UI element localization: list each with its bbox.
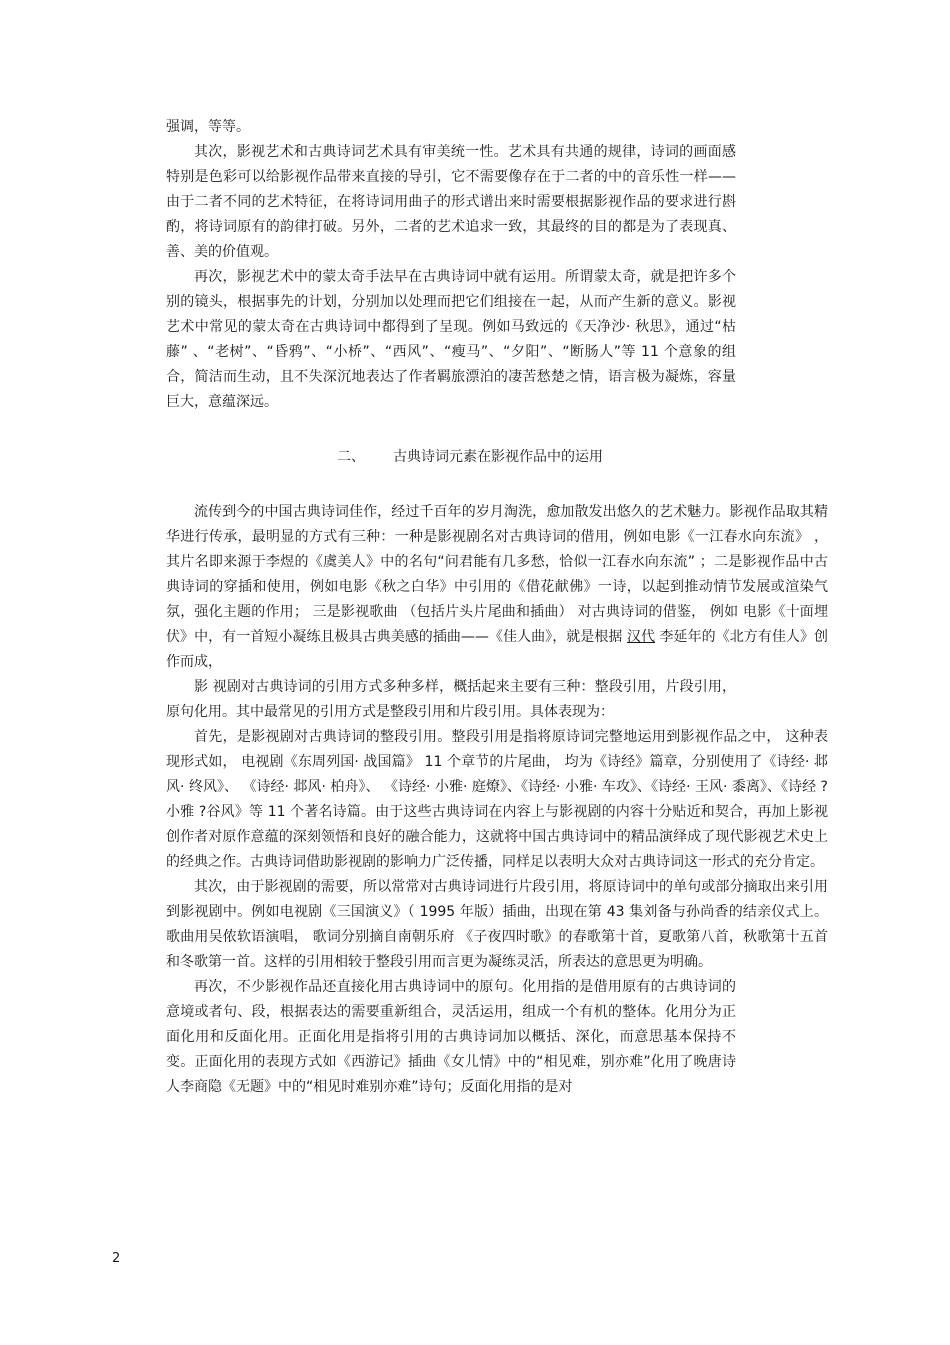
section-number: 二、: [337, 449, 365, 465]
paragraph-citation-methods: 影 视剧对古典诗词的引用方式多种多样，概括起来主要有三种：整段引用，片段引用，原句化用。其中最常见的引用方式是整段引用和片段引用。具体表现为：: [166, 679, 736, 720]
paragraph-transmission-tail: 李延年的《北方有佳人》创作而成，: [166, 629, 828, 670]
page-content: [166, 115, 828, 1100]
paragraph-montage: 再次，影视艺术中的蒙太奇手法早在古典诗词中就有运用。所谓蒙太奇，就是把许多个别的镜头，根据事先的计划，分别加以处理而把它们组接在一起，从而产生新的意义。影视艺术中常见的蒙太奇在古典诗词中都得到了呈现。例如马致远的《天净沙· 秋思》，通过“枯藤” 、“老树”、“昏鸦”、“小桥”、“西风”、“瘦马”、“夕阳”、“断肠人”等 11 个意象的组合，简洁而生动，且不失深沉地表达了作者羁旅漂泊的凄苦愁楚之情，语言极为凝炼，容量巨大，意蕴深远。: [166, 269, 736, 410]
page-number: 2: [112, 1251, 121, 1266]
paragraph-aesthetic-unity: 其次，影视艺术和古典诗词艺术具有审美统一性。艺术具有共通的规律，诗词的画面感特别是色彩可以给影视作品带来直接的导引，它不需要像存在于二者的中的音乐性一样——由于二者不同的艺术特征，在将诗词用曲子的形式谱出来时需要根据影视作品的要求进行斟酌，将诗词原有的韵律打破。另外，二者的艺术追求一致，其最终的目的都是为了表现真、善、美的价值观。: [166, 144, 736, 260]
section-heading: [166, 445, 736, 470]
paragraph-transmission: [166, 500, 828, 675]
paragraph-transmission-text: 流传到今的中国古典诗词佳作，经过千百年的岁月淘洗，愈加散发出悠久的艺术魅力。影视作品取其精华进行传承，最明显的方式有三种：一种是影视剧名对古典诗词的借用，例如电影《一江春水向东流》 ，其片名即来源于李煜的《虞美人》中的名句“问君能有几多愁，恰似一江春水向东流” ；二是影视作品中古典诗词的穿插和使用，例如电影《秋之白华》中引用的《借花献佛》一诗，以起到推动情节发展或渲染气氛，强化主题的作用； 三是影视歌曲 （包括片头片尾曲和插曲） 对古典诗词的借鉴， 例如 电影《十面埋伏》中，有一首短小凝练且极具古典美感的插曲——《佳人曲》，就是根据: [166, 504, 828, 645]
paragraph-full-citation: 首先，是影视剧对古典诗词的整段引用。整段引用是指将原诗词完整地运用到影视作品之中， 这种表现形式如， 电视剧《东周列国· 战国篇》 11 个章节的片尾曲， 均为《诗经》篇章，分别使用了《诗经· 邶风· 终风》、 《诗经· 邶风· 柏舟》、 《诗经· 小雅· 庭燎》、《诗经· 小雅· 车攻》、《诗经· 王风· 黍离》、《诗经 ?小雅 ?谷风》等 11 个著名诗篇。由于这些古典诗词在内容上与影视剧的内容十分贴近和契合，再加上影视创作者对原作意蕴的深刻领悟和良好的融合能力，这就将中国古典诗词中的精品演绎成了现代影视艺术史上的经典之作。古典诗词借助影视剧的影响力广泛传播，同样足以表明大众对古典诗词这一形式的充分肯定。: [166, 729, 828, 870]
section-title: 古典诗词元素在影视作品中的运用: [393, 449, 603, 465]
paragraph-adaptation: 再次，不少影视作品还直接化用古典诗词中的原句。化用指的是借用原有的古典诗词的意境或者句、段，根据表达的需要重新组合，灵活运用，组成一个有机的整体。化用分为正面化用和反面化用。正面化用是指将引用的古典诗词加以概括、深化，而意思基本保持不变。正面化用的表现方式如《西游记》插曲《女儿情》中的“相见难，别亦难”化用了晚唐诗人李商隐《无题》中的“相见时难别亦难”诗句；反面化用指的是对: [166, 979, 736, 1095]
paragraph-continuation: 强调，等等。: [166, 119, 250, 135]
paragraph-partial-citation: 其次，由于影视剧的需要，所以常常对古典诗词进行片段引用，将原诗词中的单句或部分摘取出来引用到影视剧中。例如电视剧《三国演义》（ 1995 年版）插曲，出现在第 43 集刘备与孙尚香的结亲仪式上。 歌曲用吴侬软语演唱， 歌词分别摘自南朝乐府 《子夜四时歌》的春歌第十首，夏歌第八首，秋歌第十五首和冬歌第一首。这样的引用相较于整段引用而言更为凝练灵活，所表达的意思更为明确。: [166, 879, 828, 970]
underlined-link-text[interactable]: 汉代: [626, 629, 656, 645]
